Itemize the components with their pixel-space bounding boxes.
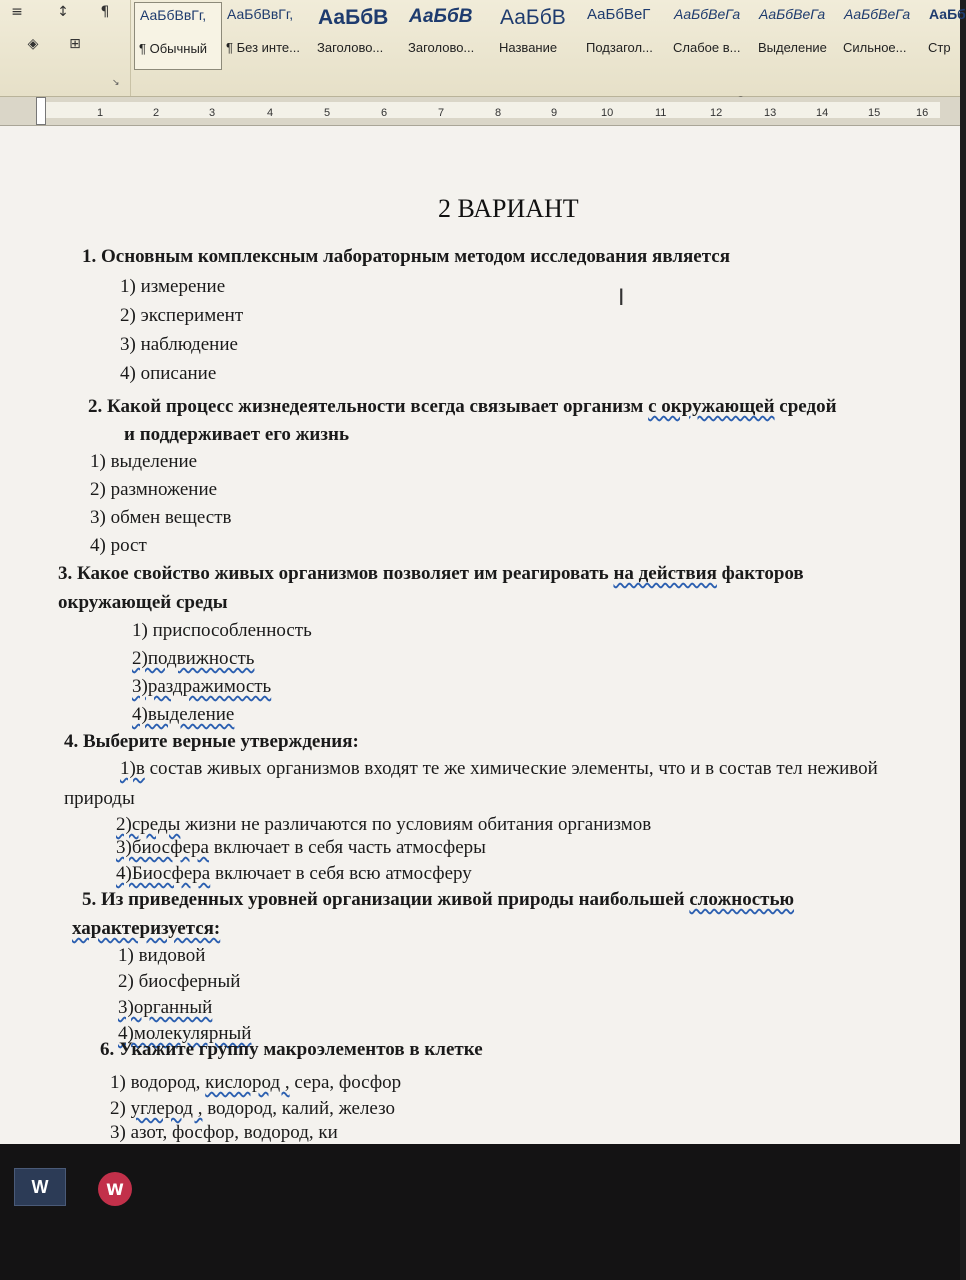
question-4-option-continued: природы: [64, 788, 135, 809]
question-3-option: 4)выделение: [132, 704, 235, 725]
document-page[interactable]: [0, 126, 960, 1144]
paragraph-dialog-launcher-icon[interactable]: ↘: [112, 78, 120, 88]
style-name: Заголово...: [408, 40, 475, 55]
app-taskbar-icon[interactable]: [98, 1172, 132, 1206]
question-3-text: факторов: [716, 563, 804, 584]
question-1-option: 4) описание: [120, 363, 217, 384]
ruler-number: 1: [97, 107, 104, 119]
ruler-number: 14: [816, 107, 829, 119]
style-sample: АаБбВвГг,: [227, 6, 294, 22]
styles-gallery: [134, 2, 966, 70]
option-text: жизни не различаются по условиям обитания организмов: [180, 814, 652, 835]
ruler-number: 12: [710, 107, 723, 119]
question-5-continued: характеризуется:: [72, 918, 221, 939]
question-1-option: 2) эксперимент: [120, 305, 244, 326]
ribbon-paragraph-group: [0, 0, 131, 96]
indent-marker[interactable]: [36, 97, 46, 125]
ruler-number: 13: [764, 107, 777, 119]
ruler-number: 11: [655, 107, 667, 119]
word-icon-label: W: [31, 1176, 49, 1197]
ruler-number: 6: [381, 107, 388, 119]
question-3: [58, 563, 804, 585]
option-text: включает в себя часть атмосферы: [208, 837, 486, 858]
style-name: ¶ Обычный: [139, 41, 208, 56]
ruler-number: 16: [916, 107, 929, 119]
question-5: [82, 889, 794, 911]
style-sample: АаБбВеГа: [674, 6, 741, 22]
spelling-underlined-text: 2)среды: [116, 814, 181, 835]
style-heading-2[interactable]: [404, 2, 495, 68]
style-name: Слабое в...: [673, 40, 741, 55]
option-text: 1) водород,: [110, 1072, 206, 1093]
spelling-underlined-text: углерод ,: [130, 1098, 203, 1119]
style-sample: АаБбВвГг,: [140, 7, 207, 23]
question-3-option: 3)раздражимость: [132, 676, 272, 697]
ruler-number: 7: [438, 107, 445, 119]
style-emphasis[interactable]: [754, 2, 839, 68]
style-heading-1[interactable]: [313, 2, 404, 68]
question-2-option: 3) обмен веществ: [90, 507, 232, 528]
line-spacing-icon[interactable]: ↕: [57, 4, 69, 20]
style-sample: АаБбВеГа: [759, 6, 826, 22]
ruler-number: 15: [868, 107, 881, 119]
question-2: [88, 396, 837, 418]
ribbon: [0, 0, 966, 97]
question-2-option: 4) рост: [90, 535, 147, 556]
style-name: ¶ Без инте...: [226, 40, 300, 55]
question-6-option: [110, 1072, 401, 1094]
ruler-number: 8: [495, 107, 502, 119]
question-4-option: [116, 863, 472, 885]
style-sample: АаБбВ: [409, 6, 473, 27]
app-icon-label: W: [106, 1179, 124, 1199]
style-subtle-emphasis[interactable]: [669, 2, 754, 68]
style-sample: АаБб: [929, 6, 966, 22]
paragraph-mark-icon[interactable]: ¶: [100, 4, 110, 20]
question-6-option: [110, 1098, 395, 1120]
style-normal[interactable]: [134, 2, 222, 70]
borders-icon[interactable]: ⊞: [69, 36, 81, 52]
style-name: Стр: [928, 40, 951, 55]
option-text: включает в себя всю атмосферу: [210, 863, 472, 884]
spelling-underlined-text: кислород ,: [205, 1072, 290, 1093]
taskbar: [0, 1144, 960, 1280]
question-1-option: 1) измерение: [120, 276, 226, 297]
option-text: водород, калий, железо: [202, 1098, 395, 1119]
style-strong[interactable]: [924, 2, 965, 68]
ruler-number: 5: [324, 107, 331, 119]
spelling-underlined-text: на действия: [613, 563, 717, 584]
ruler-number: 4: [267, 107, 274, 119]
style-name: Название: [499, 40, 558, 55]
option-text: состав живых организмов входят те же химические элементы, что и в состав тел неживой: [144, 758, 878, 779]
question-1-option: 3) наблюдение: [120, 334, 238, 355]
page-title: 2 ВАРИАНТ: [438, 194, 579, 223]
shading-icon[interactable]: ◈: [27, 36, 39, 52]
question-2-option: 1) выделение: [90, 451, 198, 472]
spelling-underlined-text: 3)биосфера: [116, 837, 209, 858]
spelling-underlined-text: 4)Биосфера: [116, 863, 211, 884]
align-icon[interactable]: ≡: [11, 4, 23, 20]
ruler-number: 10: [601, 107, 614, 119]
style-no-spacing[interactable]: [222, 2, 313, 68]
question-3-continued: окружающей среды: [58, 592, 228, 613]
question-4-option: [120, 758, 878, 780]
question-2-text: 2. Какой процесс жизнедеятельности всегда связывает организм: [88, 396, 649, 417]
question-6-option: 3) азот, фосфор, водород, ки: [110, 1122, 338, 1143]
question-5-option: 4)молекулярный: [118, 1023, 252, 1044]
ruler-number: 2: [153, 107, 160, 119]
style-name: Заголово...: [317, 40, 384, 55]
style-subtitle[interactable]: [582, 2, 669, 68]
style-name: Подзагол...: [586, 40, 653, 55]
ruler-number: 3: [209, 107, 216, 119]
question-4-option: [116, 837, 486, 859]
ruler-track: [40, 102, 940, 118]
question-6: 6. Укажите группу макроэлементов в клетке: [100, 1039, 483, 1060]
style-name: Выделение: [758, 40, 827, 55]
style-sample: АаБбВ: [318, 6, 389, 29]
spelling-underlined-text: 1)в: [120, 758, 145, 779]
spelling-underlined-text: с окружающей: [648, 396, 775, 417]
spelling-underlined-text: сложностью: [689, 889, 795, 910]
option-text: 2): [110, 1098, 131, 1119]
question-3-option: 1) приспособленность: [132, 620, 312, 641]
style-sample: АаБбВ: [500, 6, 566, 29]
style-sample: АаБбВеГ: [587, 6, 651, 23]
style-sample: АаБбВеГа: [844, 6, 911, 22]
question-4: 4. Выберите верные утверждения:: [64, 731, 359, 752]
style-title[interactable]: [495, 2, 582, 68]
question-5-option: 3)органный: [118, 997, 213, 1018]
style-name: Сильное...: [843, 40, 907, 55]
question-2-continued: и поддерживает его жизнь: [124, 424, 350, 445]
word-taskbar-icon[interactable]: [14, 1168, 66, 1206]
question-2-option: 2) размножение: [90, 479, 218, 500]
style-intense-emphasis[interactable]: [839, 2, 924, 68]
ruler-number: 9: [551, 107, 558, 119]
option-text: сера, фосфор: [289, 1072, 402, 1093]
question-2-text: средой: [774, 396, 837, 417]
question-1: 1. Основным комплексным лабораторным методом исследования является: [82, 246, 730, 267]
horizontal-ruler[interactable]: [0, 97, 960, 126]
question-5-option: 1) видовой: [118, 945, 206, 966]
question-5-option: 2) биосферный: [118, 971, 241, 992]
question-4-option: [116, 814, 651, 836]
text-cursor-icon: I: [618, 286, 625, 311]
question-5-text: 5. Из приведенных уровней организации живой природы наибольшей: [82, 889, 690, 910]
question-3-text: 3. Какое свойство живых организмов позволяет им реагировать: [58, 563, 614, 584]
question-3-option: 2)подвижность: [132, 648, 255, 669]
